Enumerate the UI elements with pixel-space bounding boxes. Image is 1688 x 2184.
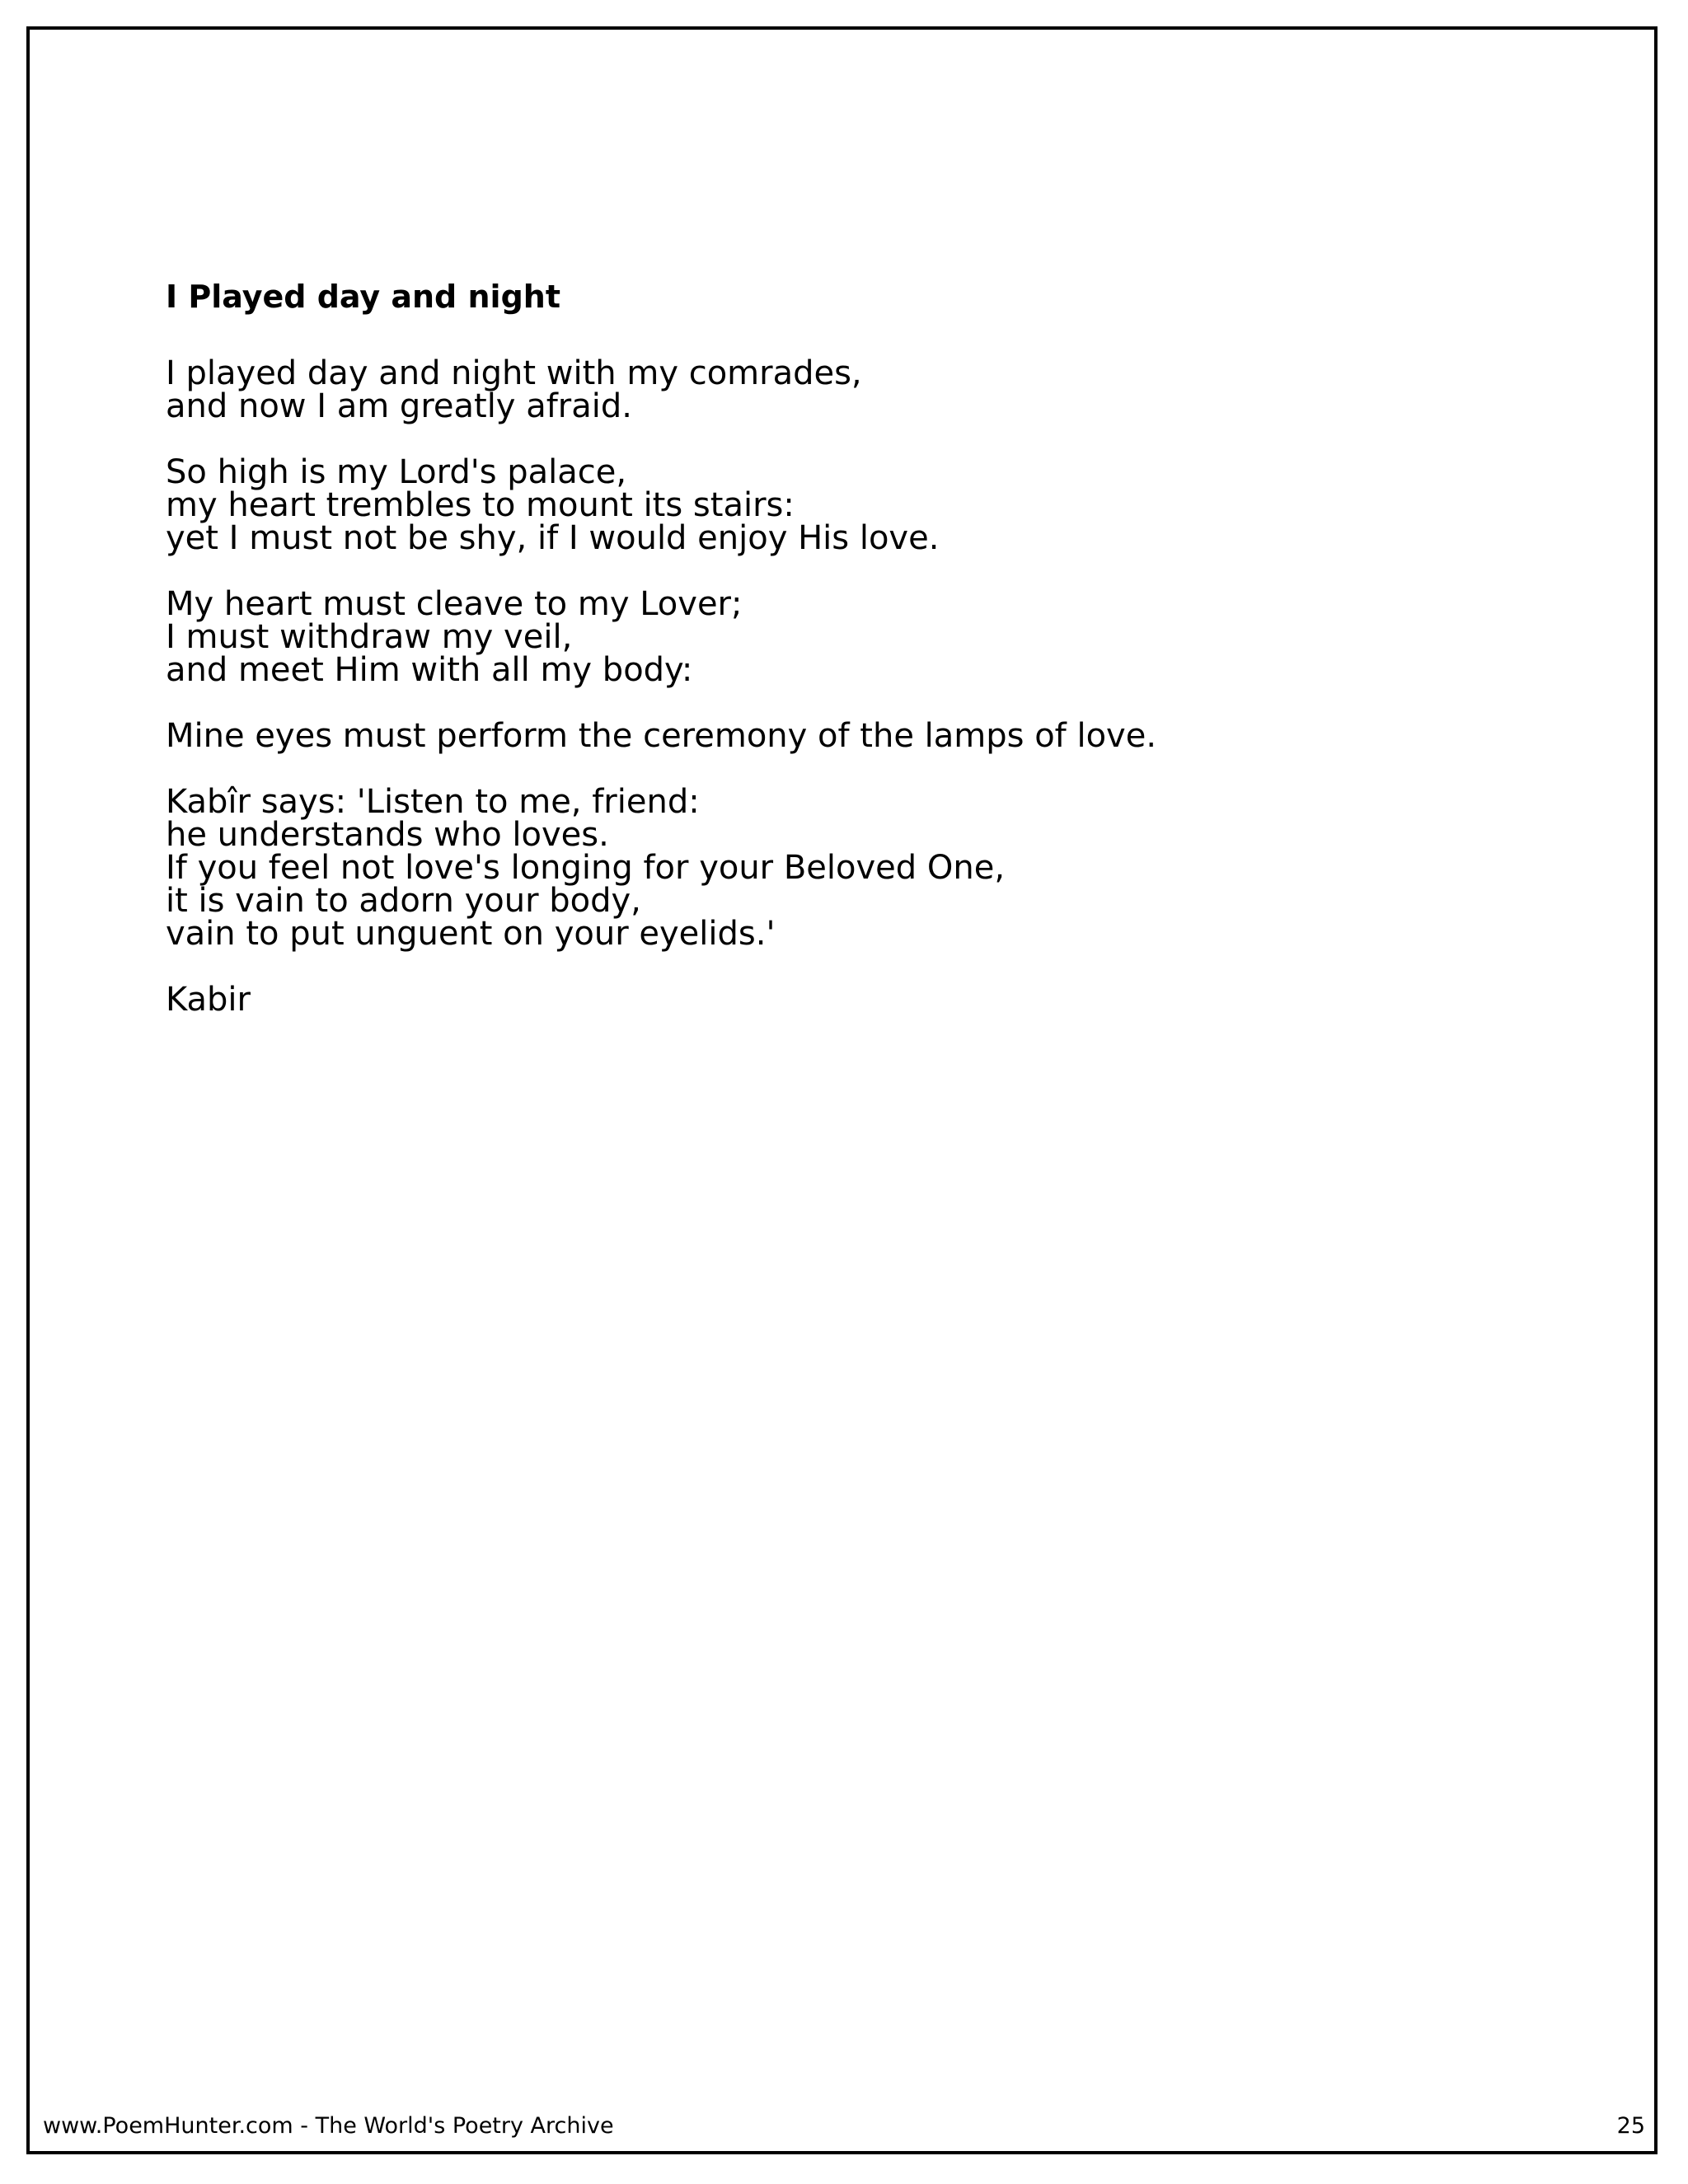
stanza — [166, 717, 1567, 755]
poem-title: I Played day and night — [166, 279, 560, 315]
poem-line: Mine eyes must perform the ceremony of the lamps of love. — [166, 717, 1157, 755]
poem-line: Kabîr says: 'Listen to me, friend: — [166, 783, 700, 821]
stanza — [166, 453, 1567, 557]
stanza — [166, 354, 1567, 425]
stanza — [166, 783, 1567, 953]
poem-line: and now I am greatly afraid. — [166, 387, 632, 425]
footer-source: www.PoemHunter.com - The World's Poetry Archive — [43, 2113, 614, 2139]
poem-author: Kabir — [166, 981, 251, 1019]
poem-line: it is vain to adorn your body, — [166, 882, 641, 920]
poem-line: my heart trembles to mount its stairs: — [166, 486, 795, 524]
poem-line: My heart must cleave to my Lover; — [166, 585, 743, 623]
poem-line: If you feel not love's longing for your Beloved One, — [166, 849, 1006, 887]
stanza — [166, 585, 1567, 689]
poem-line: I must withdraw my veil, — [166, 618, 573, 656]
page-number: 25 — [1616, 2113, 1645, 2139]
poem-line: yet I must not be shy, if I would enjoy His love. — [166, 519, 940, 557]
poem-line: I played day and night with my comrades, — [166, 354, 862, 392]
poem-line: he understands who loves. — [166, 816, 609, 854]
poem-line: So high is my Lord's palace, — [166, 453, 627, 491]
poem-line: vain to put unguent on your eyelids.' — [166, 915, 776, 953]
poem-content — [166, 274, 1567, 1019]
poem-line: and meet Him with all my body: — [166, 651, 693, 689]
